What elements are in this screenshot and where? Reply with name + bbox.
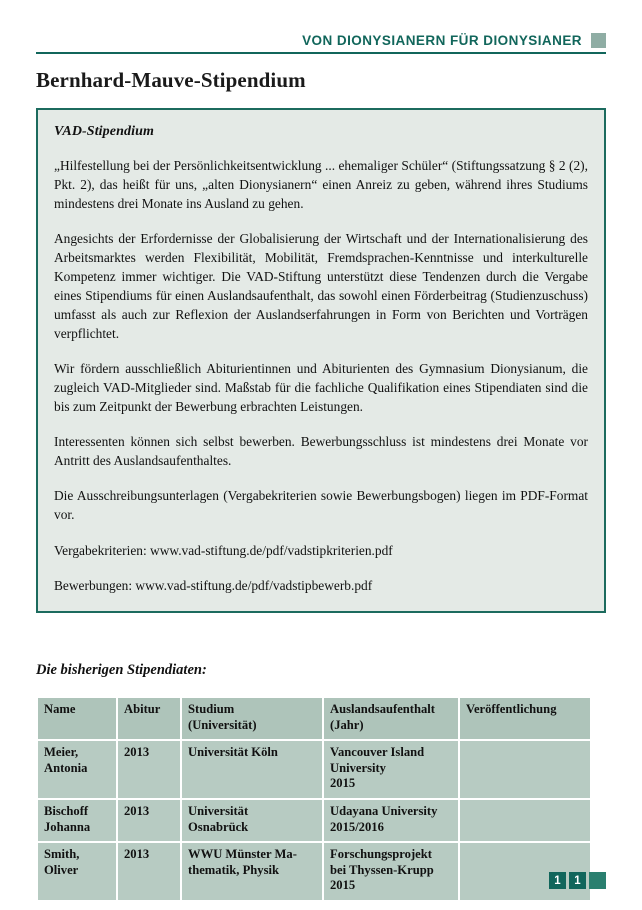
running-header-title: VON DIONYSIANERN FÜR DIONYSIANER: [302, 32, 582, 48]
header-line: Auslandsaufenthalt: [330, 702, 435, 716]
cell-line: Udayana University: [330, 804, 438, 819]
cell-line: Universität: [188, 804, 249, 819]
cell-line: thematik, Physik: [188, 862, 279, 877]
footer-square-marker-icon: [589, 872, 606, 889]
cell-line: 2015/2016: [330, 819, 384, 834]
cell-line: Meier,: [44, 745, 79, 760]
cell-abitur: [118, 800, 180, 841]
vergabekriterien-link[interactable]: Vergabekriterien: www.vad-stiftung.de/pdf/vadstipkriterien.pdf: [54, 542, 393, 558]
cell-line: 2013: [124, 847, 150, 862]
column-header-studium: [182, 698, 322, 739]
cell-line: Universität Köln: [188, 745, 278, 760]
cell-name: [38, 741, 116, 798]
header-rule-divider: [36, 52, 606, 54]
footer-page-marks: [36, 872, 606, 889]
cell-veroeffentlichung: [460, 741, 590, 798]
column-header-auslandsaufenthalt: [324, 698, 458, 739]
info-box-title: VAD-Stipendium: [54, 124, 154, 139]
column-header-name: [38, 698, 116, 739]
cell-name: [38, 800, 116, 841]
cell-line: WWU Münster Ma-: [188, 847, 297, 862]
info-box-paragraph-3: Wir fördern ausschließlich Abiturientinnen und Abiturienten des Gymnasium Dionysianum, die zugleich VAD-Mitglieder sind. Maßstab für die fachliche Qualifikation eines Stipendiaten sind die bis zum Zeitpunkt der Bewerbung erbrachten Leistungen.: [54, 361, 588, 415]
header-line: Abitur: [124, 702, 161, 716]
cell-line: 2013: [124, 745, 150, 760]
info-box: [36, 108, 606, 613]
cell-line: Forschungsprojekt: [330, 847, 432, 862]
cell-line: 2015: [330, 878, 356, 893]
header-line: Studium: [188, 702, 235, 716]
info-box-paragraph-1: „Hilfestellung bei der Persönlichkeitsentwicklung ... ehemaliger Schüler“ (Stiftungssatzung § 2 (2), Pkt. 2), das heißt für uns, „alten Dionysianern“ einen Anreiz zu geben, während ihres Studiums mindestens drei Monate ins Ausland zu gehen.: [54, 158, 588, 212]
header-line: Name: [44, 702, 76, 716]
info-box-paragraph-2: Angesichts der Erfordernisse der Globalisierung der Wirtschaft und der Internationalisierung des Arbeitsmarktes werden Flexibilität, Mobilität, Fremdsprachen-Kenntnisse und interkulturelle Kompetenz immer wichtiger. Die VAD-Stiftung unterstützt diese Tendenzen durch die Vergabe eines Stipendiums für einen Auslandsaufenthalt, das sowohl einen Förderbeitrag (Studienzuschuss) umfasst als auch zur Reflexion der Auslandserfahrungen in Form von Berichten und Vorträgen verpflichtet.: [54, 231, 588, 342]
cell-line: Osnabrück: [188, 819, 249, 834]
cell-auslandsaufenthalt: [324, 741, 458, 798]
cell-line: Smith,: [44, 847, 80, 862]
table-row: [38, 741, 590, 798]
cell-line: 2015: [330, 776, 356, 791]
cell-studium: [182, 800, 322, 841]
page-title: Bernhard-Mauve-Stipendium: [36, 68, 306, 92]
cell-line: 2013: [124, 804, 150, 819]
cell-line: Johanna: [44, 819, 91, 834]
cell-line: Oliver: [44, 862, 79, 877]
page-number-box-2: 1: [569, 872, 586, 889]
column-header-veroeffentlichung: [460, 698, 590, 739]
bewerbungen-link[interactable]: Bewerbungen: www.vad-stiftung.de/pdf/vadstipbewerb.pdf: [54, 577, 373, 593]
info-box-paragraph-4: Interessenten können sich selbst bewerben. Bewerbungsschluss ist mindestens drei Monate vor Antritt des Auslandsaufenthaltes.: [54, 434, 588, 469]
running-header: [36, 26, 606, 54]
cell-line: Vancouver Island: [330, 745, 425, 760]
table-caption: Die bisherigen Stipendiaten:: [36, 662, 207, 678]
header-line: (Universität): [188, 717, 257, 732]
table-row: [38, 800, 590, 841]
cell-studium: [182, 741, 322, 798]
cell-line: Antonia: [44, 760, 88, 775]
cell-line: Bischoff: [44, 804, 89, 819]
header-line: (Jahr): [330, 717, 364, 732]
cell-line: bei Thyssen-Krupp: [330, 862, 434, 877]
cell-abitur: [118, 741, 180, 798]
table-header-row: [38, 698, 590, 739]
column-header-abitur: [118, 698, 180, 739]
cell-auslandsaufenthalt: [324, 800, 458, 841]
cell-veroeffentlichung: [460, 800, 590, 841]
header-square-marker-icon: [591, 33, 606, 48]
header-line: Veröffentlichung: [466, 702, 557, 716]
info-box-paragraph-5: Die Ausschreibungsunterlagen (Vergabekriterien sowie Bewerbungsbogen) liegen im PDF-Format vor.: [54, 488, 588, 523]
page-number-box-1: 1: [549, 872, 566, 889]
cell-line: University: [330, 760, 386, 775]
